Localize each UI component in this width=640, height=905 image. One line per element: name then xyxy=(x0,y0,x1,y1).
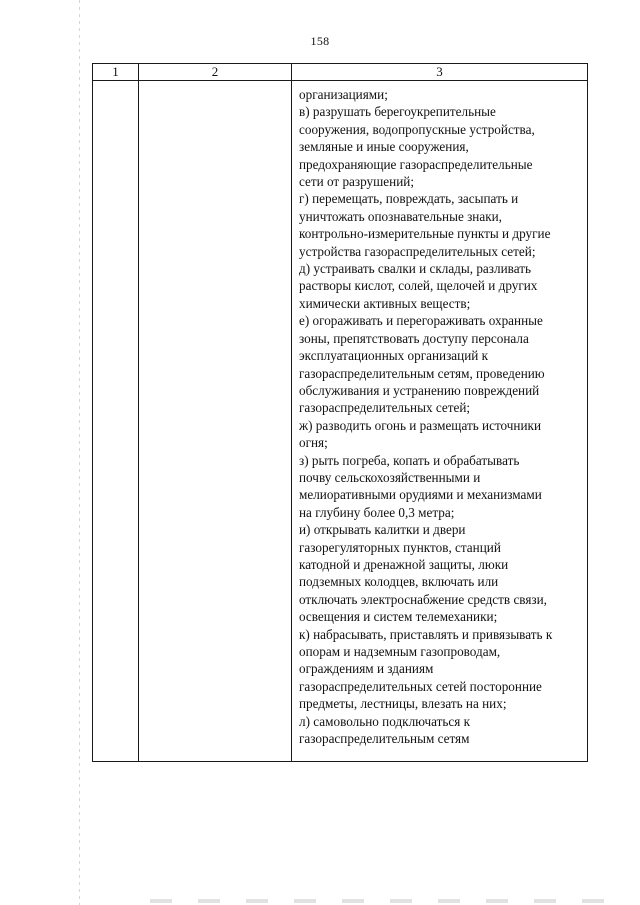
text-line: в) разрушать берегоукрепительные xyxy=(299,104,496,120)
text-line: ограждениям и зданиям xyxy=(299,661,434,677)
text-line: газораспределительным сетям xyxy=(299,731,470,747)
text-line: з) рыть погреба, копать и обрабатывать xyxy=(299,452,520,468)
text-line: газораспределительным сетям, проведению xyxy=(299,365,545,381)
text-line: и) открывать калитки и двери xyxy=(299,522,466,538)
text-line: к) набрасывать, приставлять и привязывать к xyxy=(299,626,553,642)
document-table xyxy=(92,63,588,762)
page-number: 158 xyxy=(310,34,330,48)
text-line: ж) разводить огонь и размещать источники xyxy=(299,417,542,433)
text-line: сооружения, водопропускные устройства, xyxy=(299,121,535,137)
column-header-2: 2 xyxy=(139,64,292,81)
scan-margin-line xyxy=(79,0,80,905)
text-line: химически активных веществ; xyxy=(299,295,471,311)
text-line: земляные и иные сооружения, xyxy=(299,139,469,155)
text-line: газорегуляторных пунктов, станций xyxy=(299,539,501,555)
text-line: сети от разрушений; xyxy=(299,174,414,190)
column-3-cell xyxy=(292,81,588,762)
column-3-text xyxy=(292,81,587,747)
text-line: отключать электроснабжение средств связи, xyxy=(299,591,547,607)
text-line: организациями; xyxy=(299,87,388,102)
text-line: газораспределительных сетей; xyxy=(299,400,471,416)
text-line: д) устраивать свалки и склады, разливать xyxy=(299,261,531,277)
text-line: контрольно-измерительные пункты и другие xyxy=(299,226,551,242)
text-line: уничтожать опознавательные знаки, xyxy=(299,208,502,224)
text-line: предохраняющие газораспределительные xyxy=(299,156,533,172)
text-line: устройства газораспределительных сетей; xyxy=(299,243,536,259)
text-line: на глубину более 0,3 метра; xyxy=(299,504,455,520)
scan-bottom-artifact xyxy=(150,899,610,903)
column-header-3: 3 xyxy=(292,64,588,81)
text-line: подземных колодцев, включать или xyxy=(299,574,499,590)
text-line: опорам и надземным газопроводам, xyxy=(299,644,501,659)
text-line: г) перемещать, повреждать, засыпать и xyxy=(299,191,519,207)
text-line: газораспределительных сетей посторонние xyxy=(299,678,542,694)
table-row xyxy=(93,81,588,762)
text-line: обслуживания и устранению повреждений xyxy=(299,382,540,398)
column-1-cell xyxy=(93,81,139,762)
text-line: растворы кислот, солей, щелочей и других xyxy=(299,278,538,294)
text-line: предметы, лестницы, влезать на них; xyxy=(299,696,507,712)
text-line: зоны, препятствовать доступу персонала xyxy=(299,330,529,346)
column-header-1: 1 xyxy=(93,64,139,81)
text-line: е) огораживать и перегораживать охранные xyxy=(299,313,543,329)
text-line: эксплуатационных организаций к xyxy=(299,348,489,364)
text-line: катодной и дренажной защиты, люки xyxy=(299,556,509,572)
table-header-row xyxy=(93,64,588,81)
text-line: освещения и систем телемеханики; xyxy=(299,609,498,625)
text-line: мелиоративными орудиями и механизмами xyxy=(299,487,542,503)
text-line: огня; xyxy=(299,435,328,451)
text-line: почву сельскохозяйственными и xyxy=(299,469,481,485)
text-line: л) самовольно подключаться к xyxy=(299,713,471,729)
column-2-cell xyxy=(139,81,292,762)
